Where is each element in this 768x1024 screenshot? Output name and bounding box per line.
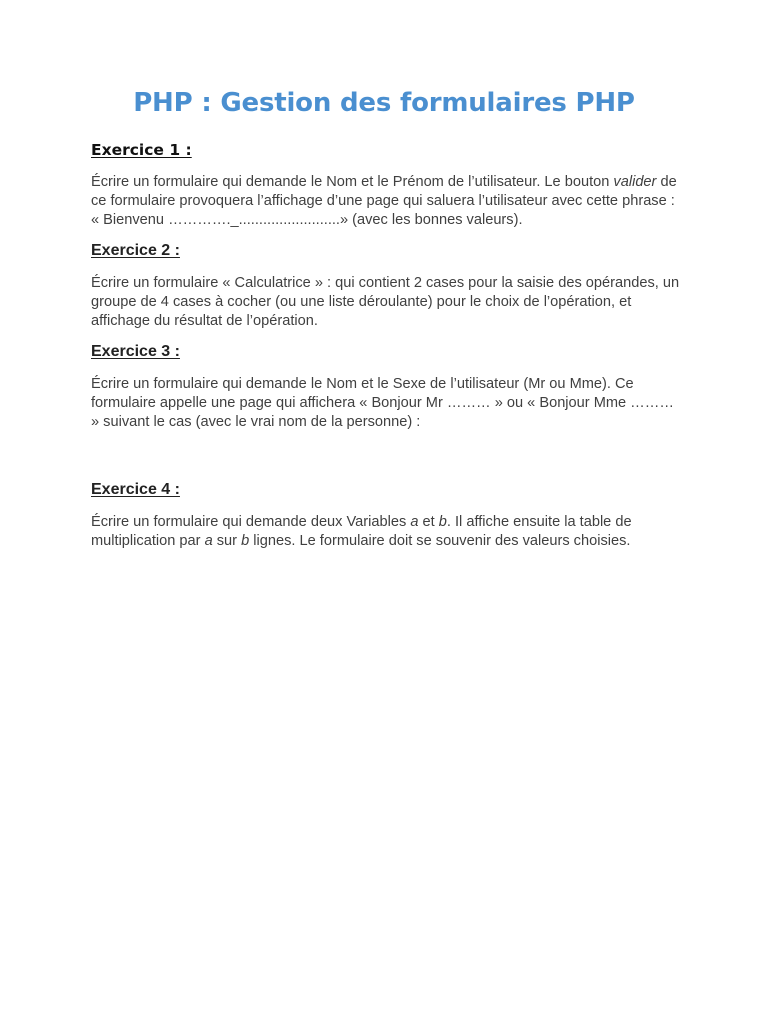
exercise-1-text-part-a: Écrire un formulaire qui demande le Nom et le Prénom de l’utilisateur. Le bouton (91, 174, 614, 190)
exercise-1-text (91, 173, 681, 230)
exercise-4-text (91, 513, 681, 551)
exercise-3-heading: Exercice 3 : (91, 343, 180, 360)
exercise-2-text: Écrire un formulaire « Calculatrice » : qui contient 2 cases pour la saisie des opérandes, un groupe de 4 cases à cocher (ou une liste déroulante) pour le choix de l’opération, et affichage du résultat de l’opération. (91, 275, 680, 329)
exercise-4-emphasis-b-2: b (241, 533, 250, 549)
exercise-4-heading: Exercice 4 : (91, 481, 180, 498)
exercise-3-text: Écrire un formulaire qui demande le Nom et le Sexe de l’utilisateur (Mr ou Mme). Ce formulaire appelle une page qui affichera « Bonjour Mr ……… » ou « Bonjour Mme ……… » suivant le cas (avec le vrai nom de la personne) : (91, 376, 674, 430)
page-title: PHP : Gestion des formulaires PHP (133, 88, 635, 118)
exercise-4 (91, 480, 681, 551)
exercise-4-emphasis-a-2: a (204, 533, 213, 549)
exercise-4-text-part-b: et (418, 514, 439, 530)
exercise-1-emphasis-valider: valider (613, 174, 657, 190)
exercise-4-text-part-e: lignes. Le formulaire doit se souvenir des valeurs choisies. (249, 533, 631, 549)
exercise-2 (91, 241, 681, 331)
exercise-3 (91, 342, 681, 432)
exercise-4-text-part-d: sur (212, 533, 242, 549)
exercise-4-emphasis-b: b (438, 514, 447, 530)
exercise-2-heading: Exercice 2 : (91, 242, 180, 259)
document-body (91, 140, 681, 551)
exercise-1-text-part-b: de ce formulaire provoquera l’affichage d’une page qui saluera l’utilisateur avec cette phrase : « Bienvenu …………._.........................» (avec les bonnes valeurs). (91, 174, 677, 228)
exercise-4-emphasis-a: a (410, 514, 419, 530)
exercise-4-text-part-a: Écrire un formulaire qui demande deux Variables (91, 514, 411, 530)
exercise-4-text-part-c: . Il affiche ensuite la table de multiplication par (91, 514, 632, 549)
exercise-1-heading: Exercice 1 : (91, 141, 192, 159)
exercise-1 (91, 140, 681, 230)
